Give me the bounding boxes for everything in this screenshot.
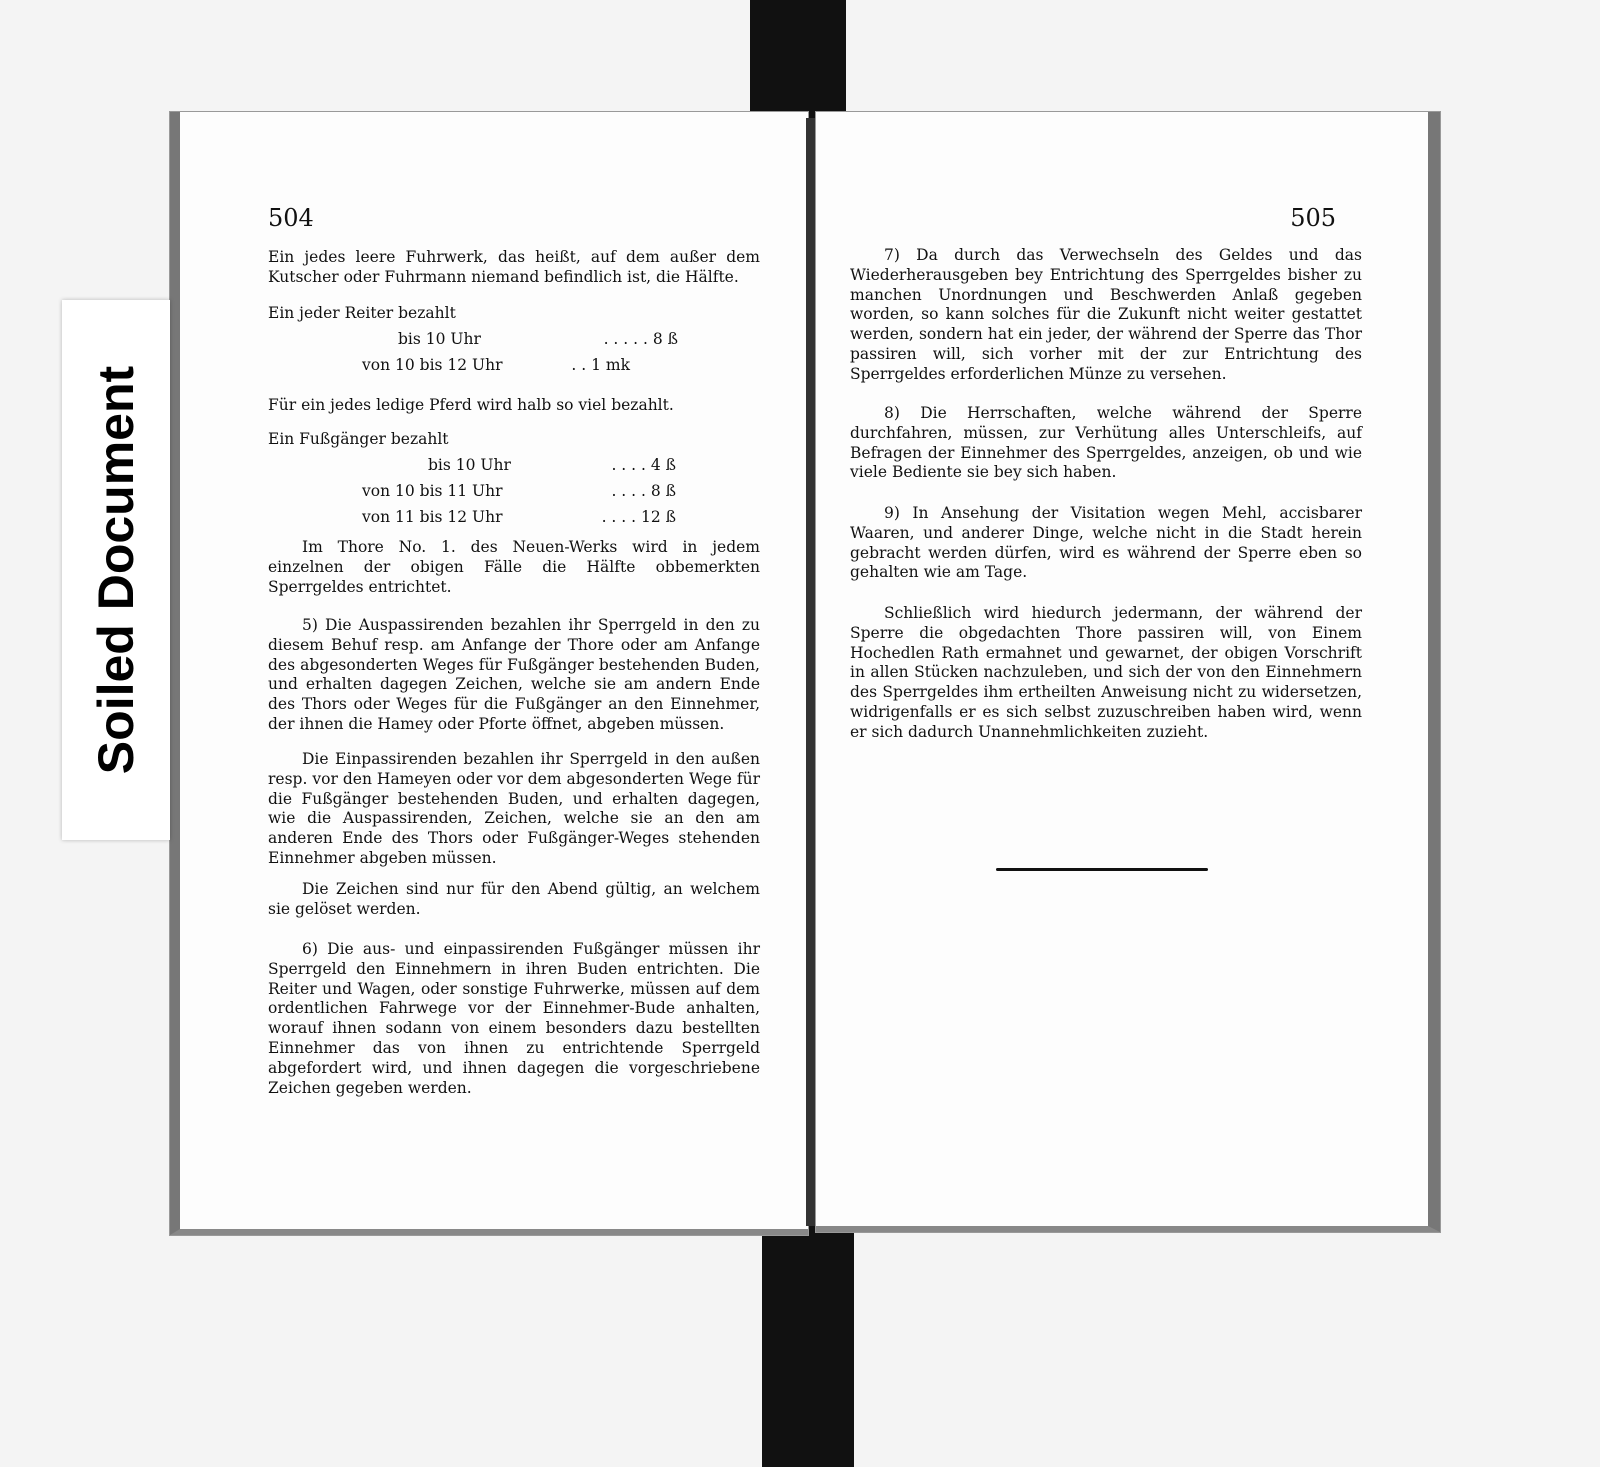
left-page [170, 112, 808, 1235]
fee-amount: . . . . . 8 ß [603, 330, 678, 348]
fee-time: von 10 bis 11 Uhr [362, 482, 503, 500]
page-number-right: 505 [1290, 204, 1336, 232]
pedestrian-heading: Ein Fußgänger bezahlt [268, 430, 449, 448]
paragraph-5: 5) Die Auspassirenden bezahlen ihr Sperrgeld in den zu diesem Behuf resp. am Anfange der Thore oder am Anfange des abgesonderten Weges für Fußgänger bestehenden Buden, und erhalten dagegen Zeichen, welche sie am andern Ende des Thors oder Weges für die Fußgänger an den Einnehmer, der ihnen die Hamey oder Pforte öffnet, abgeben müssen. [268, 616, 760, 733]
closing-rule [996, 868, 1208, 871]
rider-fee-table [278, 326, 758, 378]
rider-heading: Ein jeder Reiter bezahlt [268, 304, 456, 322]
fee-time: bis 10 Uhr [398, 330, 481, 348]
fee-amount: . . . . 8 ß [611, 482, 676, 500]
stamp-text: Soiled Document [88, 365, 144, 775]
rider-fee-row [278, 352, 758, 378]
binding-strap-bottom [762, 1208, 854, 1467]
fee-time: von 11 bis 12 Uhr [362, 508, 503, 526]
right-page [816, 112, 1440, 1232]
soiled-document-stamp [62, 300, 170, 840]
paragraph-7: 7) Da durch das Verwechseln des Geldes und das Wiederherausgeben bey Entrichtung des Sperrgeldes bisher zu manchen Unordnungen und Beschwerden Anlaß gegeben worden, so kann solches für die Zukunft nicht weiter gestattet werden, sondern hat ein jeder, der während der Sperre das Thor passiren will, sich vorher mit der zur Entrichtung des Sperrgeldes erforderlichen Münze zu versehen. [850, 246, 1362, 383]
pedestrian-fee-row [278, 504, 758, 530]
fee-amount: . . . . 12 ß [601, 508, 676, 526]
paragraph-9: 9) In Ansehung der Visitation wegen Mehl, accisbarer Waaren, und anderer Dinge, welche nicht in die Stadt herein gebracht werden dürfen, wird es während der Sperre eben so gehalten wie am Tage. [850, 504, 1362, 582]
rider-fee-row [278, 326, 758, 352]
paragraph-neuen-werk: Im Thore No. 1. des Neuen-Werks wird in jedem einzelnen der obigen Fälle die Hälfte obbemerkten Sperrgeldes entrichtet. [268, 538, 760, 596]
paragraph-8: 8) Die Herrschaften, welche während der Sperre durchfahren, müssen, zur Verhütung alles Unterschleifs, auf Befragen der Einnehmer des Sperrgeldes, anzeigen, ob und wie viele Bediente sie bey sich haben. [850, 404, 1362, 482]
paragraph-einpassirende: Die Einpassirenden bezahlen ihr Sperrgeld in den außen resp. vor den Hameyen oder vor dem abgesonderten Wege für die Fußgänger bestehenden Buden, und erhalten dagegen, wie die Auspassirenden, Zeichen, welche sie an den am anderen Ende des Thors oder Fußgänger-Weges stehenden Einnehmer abgeben müssen. [268, 750, 760, 867]
paragraph-6: 6) Die aus- und einpassirenden Fußgänger müssen ihr Sperrgeld den Einnehmern in ihren Buden entrichten. Die Reiter und Wagen, oder sonstige Fuhrwerke, müssen auf dem ordentlichen Fahrwege vor der Einnehmer-Bude anhalten, worauf ihnen sodann von einem besonders dazu bestellten Einnehmer das von ihnen zu entrichtende Sperrgeld abgefordert wird, und ihnen dagegen die vorgeschriebene Zeichen gegeben werden. [268, 940, 760, 1097]
fee-time: bis 10 Uhr [428, 456, 511, 474]
paragraph-zeichen: Die Zeichen sind nur für den Abend gültig, an welchem sie gelöset werden. [268, 880, 760, 918]
page-number-left: 504 [268, 204, 314, 232]
paragraph-horse: Für ein jedes ledige Pferd wird halb so viel bezahlt. [268, 396, 674, 414]
pedestrian-fee-table [278, 452, 758, 530]
pedestrian-fee-row [278, 452, 758, 478]
fee-amount: . . . . 4 ß [611, 456, 676, 474]
paragraph-schluss: Schließlich wird hiedurch jedermann, der während der Sperre die obgedachten Thore passiren will, von Einem Hochedlen Rath ermahnet und gewarnet, der obigen Vorschrift in allen Stücken nachzuleben, und sich der von den Einnehmern des Sperrgeldes ihm ertheilten Anweisung nicht zu widersetzen, widrigenfalls er es sich selbst zuzuschreiben haben wird, wenn er sich dadurch Unannehmlichkeiten zuzieht. [850, 604, 1362, 741]
binding-strap-top [750, 0, 846, 120]
pedestrian-fee-row [278, 478, 758, 504]
paragraph-empty-vehicle: Ein jedes leere Fuhrwerk, das heißt, auf dem außer dem Kutscher oder Fuhrmann niemand befindlich ist, die Hälfte. [268, 248, 760, 286]
fee-amount: . . 1 mk [571, 356, 630, 374]
fee-time: von 10 bis 12 Uhr [362, 356, 503, 374]
